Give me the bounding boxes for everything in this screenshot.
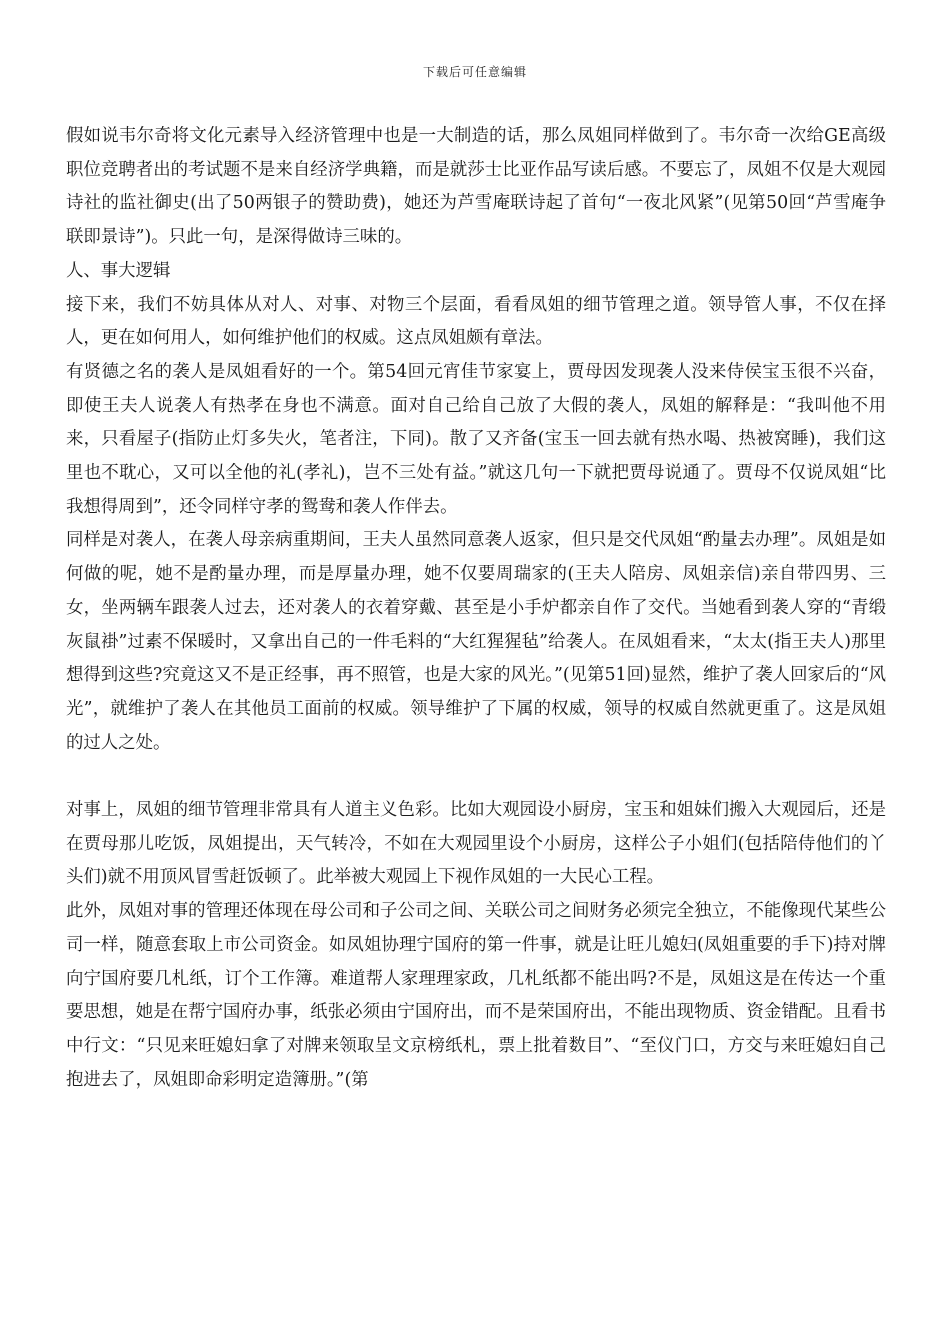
- paragraph-2: 接下来，我们不妨具体从对人、对事、对物三个层面，看看凤姐的细节管理之道。领导管人事，不仅在择人，更在如何用人，如何维护他们的权威。这点凤姐颇有章法。: [66, 294, 886, 349]
- page-header: 下载后可任意编辑: [422, 65, 527, 79]
- paragraph-4: 同样是对袭人，在袭人母亲病重期间，王夫人虽然同意袭人返家，但只是交代凤姐“酌量去办理”。凤姐是如何做的呢，她不是酌量办理，而是厚量办理，她不仅要周瑞家的(王夫人陪房、凤姐亲信)亲自带四男、三女，坐两辆车跟袭人过去，还对袭人的衣着穿戴、甚至是小手炉都亲自作了交代。当她看到袭人穿的“青缎灰鼠褂”过素不保暖时，又拿出自己的一件毛料的“大红猩猩毡”给袭人。在凤姐看来，“太太(指王夫人)那里想得到这些?究竟这又不是正经事，再不照管，也是大家的风光。”(见第51回)显然，维护了袭人回家后的“风光”，就维护了袭人在其他员工面前的权威。领导维护了下属的权威，领导的权威自然就更重了。这是凤姐的过人之处。: [66, 530, 886, 753]
- section-heading: 人、事大逻辑: [66, 260, 171, 281]
- blank-line: [66, 760, 886, 794]
- paragraph-6: 此外，凤姐对事的管理还体现在母公司和子公司之间、关联公司之间财务必须完全独立，不能像现代某些公司一样，随意套取上市公司资金。如凤姐协理宁国府的第一件事，就是让旺儿媳妇(凤姐重要的手下)持对牌向宁国府要几札纸，订个工作簿。难道帮人家理理家政，几札纸都不能出吗?不是，凤姐这是在传达一个重要思想，她是在帮宁国府办事，纸张必须由宁国府出，而不是荣国府出，不能出现物质、资金错配。且看书中行文：“只见来旺媳妇拿了对牌来领取呈文京榜纸札，票上批着数目”、“至仪门口，方交与来旺媳妇自己抱进去了，凤姐即命彩明定造簿册。”(第: [66, 901, 886, 1090]
- document-body: [66, 120, 886, 1097]
- paragraph-5: 对事上，凤姐的细节管理非常具有人道主义色彩。比如大观园设小厨房，宝玉和姐妹们搬入大观园后，还是在贾母那儿吃饭，凤姐提出，天气转冷，不如在大观园里设个小厨房，这样公子小姐们(包括陪侍他们的丫头们)就不用顶风冒雪赶饭顿了。此举被大观园上下视作凤姐的一大民心工程。: [66, 800, 886, 888]
- paragraph-1: 假如说韦尔奇将文化元素导入经济管理中也是一大制造的话，那么凤姐同样做到了。韦尔奇一次给GE高级职位竞聘者出的考试题不是来自经济学典籍，而是就莎士比亚作品写读后感。不要忘了，凤姐不仅是大观园诗社的监社御史(出了50两银子的赞助费)，她还为芦雪庵联诗起了首句“一夜北风紧”(见第50回“芦雪庵争联即景诗”)。只此一句，是深得做诗三味的。: [66, 126, 886, 248]
- paragraph-3: 有贤德之名的袭人是凤姐看好的一个。第54回元宵佳节家宴上，贾母因发现袭人没来侍侯宝玉很不兴奋，即使王夫人说袭人有热孝在身也不满意。面对自己给自己放了大假的袭人，凤姐的解释是：“我叫他不用来，只看屋子(指防止灯多失火，笔者注，下同)。散了又齐备(宝玉一回去就有热水喝、热被窝睡)，我们这里也不耽心，又可以全他的礼(孝礼)，岂不三处有益。”就这几句一下就把贾母说通了。贾母不仅说凤姐“比我想得周到”，还令同样守孝的鸳鸯和袭人作伴去。: [66, 361, 886, 517]
